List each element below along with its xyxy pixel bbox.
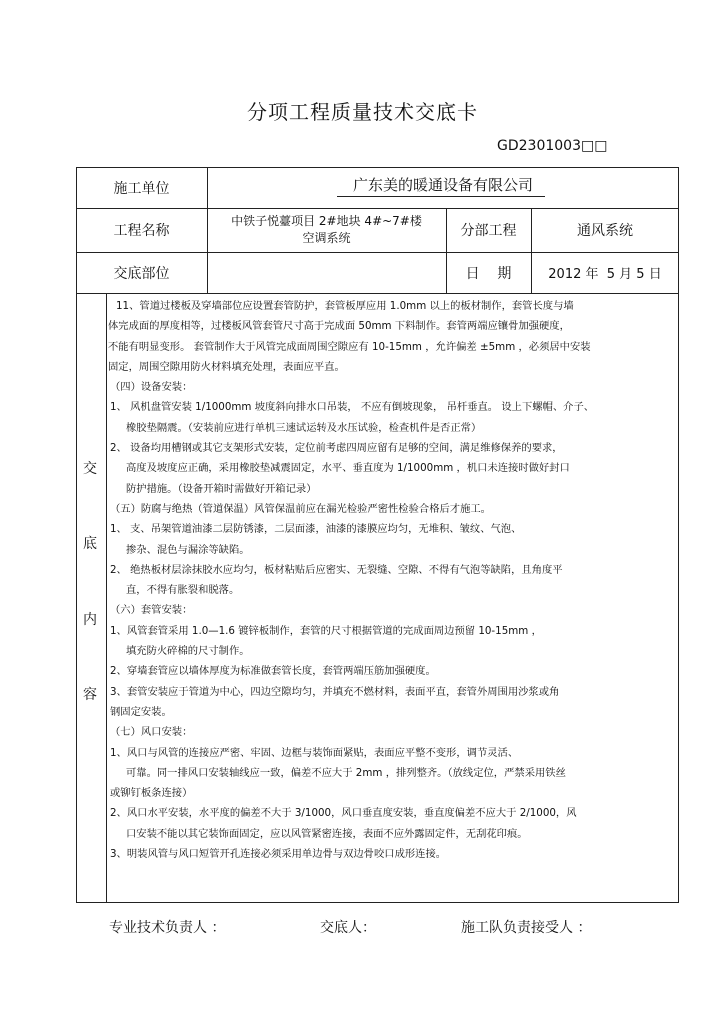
content-line: 体完成面的厚度相等，过楼板风管套管尺寸高于完成面 50mm 下料制作。套管两端应镶骨加强硬度， (108, 320, 570, 333)
project-name-line-2: 空调系统 (302, 231, 351, 245)
content-line: （四）设备安装： (110, 381, 193, 394)
sub-project-value: 通风系统 (577, 223, 633, 239)
content-line: 固定，周围空隙用防火材料填充处理，表面应平直。 (108, 360, 345, 373)
discloser-label: 交底人： (320, 920, 376, 936)
sub-project-label: 分部工程 (460, 223, 517, 239)
project-name-line-1: 中铁子悦薹项目 2#地块 4#~7#楼 (231, 214, 422, 228)
side-label-char: 底 (83, 536, 97, 552)
company-underline (337, 196, 545, 197)
column-divider (106, 293, 107, 903)
content-line: 1、风口与风管的连接应严密、牢固、边框与装饰面紧贴，表面应平整不变形，调节灵活、 (110, 746, 519, 759)
side-label-char: 容 (83, 687, 97, 703)
content-line: 不能有明显变形。 套管制作大于风管完成面周围空隙应有 10-15mm ，允许偏差 ±5mm ，必须居中安装 (108, 340, 591, 353)
disclosure-location-value (207, 252, 446, 293)
construction-unit-label: 施工单位 (113, 180, 170, 197)
content-line: 3、套管安装应于管道为中心，四边空隙均匀，并填充不燃材料，表面平直，套管外周围用沙浆或角 (110, 685, 560, 698)
content-line: 2、 设备均用槽钢或其它支架形式安装，定位前考虑四周应留有足够的空间，满足维修保养的要求， (110, 442, 563, 455)
content-line: 或铆钉板条连接） (110, 787, 193, 800)
content-line: （六）套管安装： (110, 604, 193, 617)
content-line: 2、 绝热板材层涂抹胶水应均匀，板材粘贴后应密实、无裂缝、空隙、不得有气泡等缺陷，且角度平 (110, 563, 563, 576)
project-name-value (207, 208, 446, 252)
document-code: GD2301003□□ (497, 138, 608, 154)
content-line: 高度及坡度应正确，采用橡胶垫减震固定，水平、垂直度为 1/1000mm ，机口未连接时做好封口 (126, 462, 570, 475)
content-line: 1、 支、吊架管道油漆二层防锈漆，二层面漆，油漆的漆膜应均匀，无堆积、皱纹、气泡、 (110, 523, 522, 536)
date-value: 2012 年 5 月 5 日 (548, 267, 662, 282)
content-line: 橡胶垫隔震。（安装前应进行单机三速试运转及水压试验，检查机件是否正常） (126, 421, 482, 434)
content-line: 口安装不能以其它装饰面固定，应以风管紧密连接，表面不应外露固定件，无刮花印痕。 (126, 827, 528, 840)
content-line: 防护措施。（设备开箱时需做好开箱记录） (126, 482, 317, 495)
content-line: （五）防腐与绝热（管道保温）风管保温前应在漏光检验严密性检验合格后才施工。 (110, 502, 491, 515)
content-line: 1、 风机盘管安装 1/1000mm 坡度斜向排水口吊装， 不应有倒坡现象， 吊杆垂直。 设上下螺帽、介子、 (110, 401, 595, 414)
document-title: 分项工程质量技术交底卡 (247, 100, 478, 124)
tech-lead-label: 专业技术负责人 ： (109, 920, 226, 936)
content-line: 2、风口水平安装，水平度的偏差不大于 3/1000，风口垂直度安装，垂直度偏差不应大于 2/1000，风 (110, 807, 577, 820)
project-name-label: 工程名称 (113, 223, 170, 239)
content-line: 填充防火碎棉的尺寸制作。 (126, 645, 250, 658)
disclosure-content (108, 296, 676, 864)
content-line: 直，不得有胀裂和脱落。 (126, 584, 240, 597)
content-line: 掺杂、混色与漏涂等缺陷。 (126, 543, 250, 556)
row-divider (76, 293, 679, 294)
content-line: 3、明装风管与风口短管开孔连接必须采用单边骨与双边骨咬口成形连接。 (110, 848, 447, 861)
side-label-char: 内 (83, 612, 97, 628)
date-label: 日 期 (465, 265, 512, 282)
side-label-char: 交 (83, 461, 97, 477)
content-line: 11、管道过楼板及穿墙部位应设置套管防护，套管板厚应用 1.0mm 以上的板材制作，套管长度与墙 (116, 300, 574, 312)
construction-unit-value: 广东美的暖通设备有限公司 (352, 176, 533, 194)
content-line: 钢固定安装。 (110, 705, 172, 718)
disclosure-location-label: 交底部位 (113, 265, 170, 282)
content-line: 1、风管套管采用 1.0—1.6 镀锌板制作，套管的尺寸根据管道的完成面周边预留 10-15mm ， (110, 624, 542, 637)
content-line: 2、穿墙套管应以墙体厚度为标准做套管长度，套管两端压筋加强硬度。 (110, 665, 436, 678)
content-line: 可靠。同一排风口安装轴线应一致，偏差不应大于 2mm ，排列整齐。（放线定位，严禁采用铁丝 (126, 766, 566, 779)
content-line: （七）风口安装： (110, 726, 193, 739)
receiver-label: 施工队负责接受人 ： (461, 920, 592, 936)
